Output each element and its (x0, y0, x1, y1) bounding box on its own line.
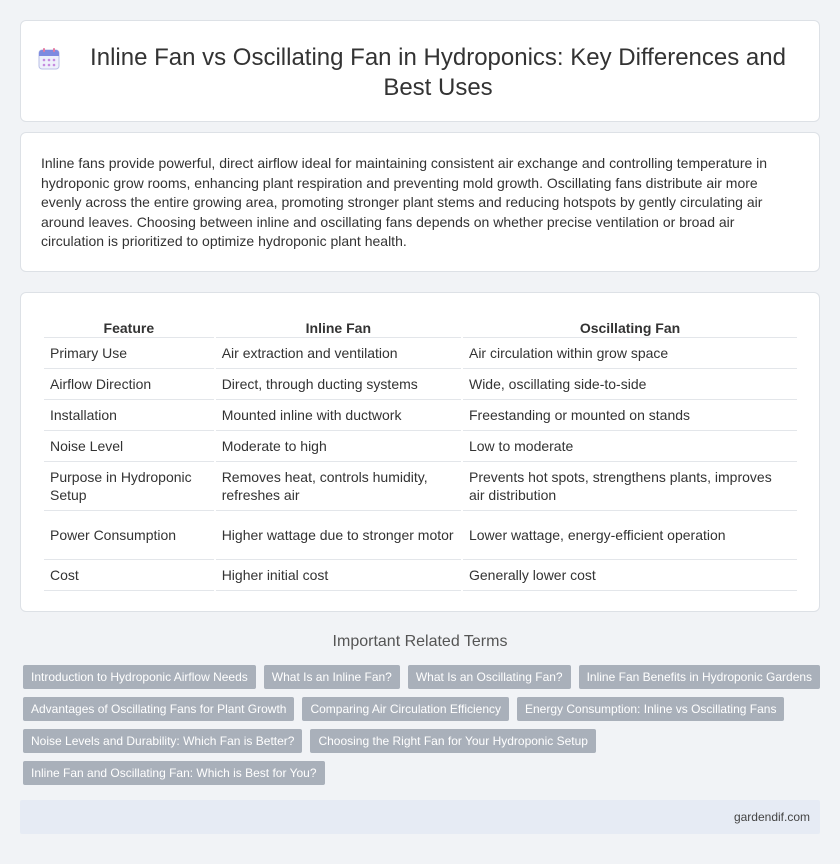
related-terms-title: Important Related Terms (332, 633, 508, 650)
table-row (44, 369, 797, 400)
table-cell: Air extraction and ventilation (216, 338, 461, 369)
related-tag[interactable]: What Is an Oscillating Fan? (408, 665, 571, 689)
related-tag[interactable]: Noise Levels and Durability: Which Fan is Better? (23, 729, 302, 753)
table-cell: Higher wattage due to stronger motor (216, 511, 461, 560)
calendar-icon (37, 47, 61, 71)
table-row (44, 560, 797, 591)
intro-paragraph: Inline fans provide powerful, direct airflow ideal for maintaining consistent air exchange and controlling temperature in hydroponic grow rooms, enhancing plant respiration and preventing mold growth. Oscillating fans distribute air more evenly across the entire growing area, promoting stronger plant stems and reducing hotspots by gently circulating air around leaves. Choosing between inline and oscillating fans depends on whether precise ventilation or broad air circulation is prioritized to optimize hydroponic plant health. (41, 155, 768, 249)
table-cell: Freestanding or mounted on stands (463, 400, 797, 431)
related-terms-tags (23, 665, 823, 793)
comparison-table (42, 316, 799, 591)
table-cell: Generally lower cost (463, 560, 797, 591)
table-header-feature: Feature (44, 316, 214, 338)
tag-row (23, 761, 823, 785)
comparison-table-card (20, 292, 820, 612)
table-cell: Air circulation within grow space (463, 338, 797, 369)
table-cell: Low to moderate (463, 431, 797, 462)
intro-card (20, 132, 820, 272)
page-title: Inline Fan vs Oscillating Fan in Hydroponics: Key Differences and Best Uses (90, 44, 786, 101)
table-cell: Purpose in Hydroponic Setup (44, 462, 214, 511)
tag-row (23, 665, 823, 689)
table-cell: Power Consumption (44, 511, 214, 560)
related-tag[interactable]: Inline Fan Benefits in Hydroponic Gardens (579, 665, 820, 689)
tag-row (23, 697, 823, 721)
table-header-row (44, 316, 797, 338)
related-tag[interactable]: Advantages of Oscillating Fans for Plant Growth (23, 697, 294, 721)
footer (20, 800, 820, 834)
table-cell: Removes heat, controls humidity, refreshes air (216, 462, 461, 511)
table-cell: Moderate to high (216, 431, 461, 462)
related-tag[interactable]: Inline Fan and Oscillating Fan: Which is Best for You? (23, 761, 325, 785)
table-header-oscillating-fan: Oscillating Fan (463, 316, 797, 338)
related-tag[interactable]: Introduction to Hydroponic Airflow Needs (23, 665, 256, 689)
table-row (44, 462, 797, 511)
header-card (20, 20, 820, 122)
table-header-inline-fan: Inline Fan (216, 316, 461, 338)
table-cell: Direct, through ducting systems (216, 369, 461, 400)
table-cell: Higher initial cost (216, 560, 461, 591)
table-row (44, 400, 797, 431)
table-row (44, 338, 797, 369)
related-tag[interactable]: What Is an Inline Fan? (264, 665, 400, 689)
table-cell: Lower wattage, energy-efficient operation (463, 511, 797, 560)
related-tag[interactable]: Comparing Air Circulation Efficiency (302, 697, 509, 721)
table-cell: Noise Level (44, 431, 214, 462)
related-tag[interactable]: Choosing the Right Fan for Your Hydroponic Setup (310, 729, 596, 753)
table-cell: Mounted inline with ductwork (216, 400, 461, 431)
table-row (44, 511, 797, 560)
table-cell: Primary Use (44, 338, 214, 369)
table-cell: Airflow Direction (44, 369, 214, 400)
table-cell: Wide, oscillating side-to-side (463, 369, 797, 400)
table-cell: Installation (44, 400, 214, 431)
footer-site-link[interactable]: gardendif.com (733, 810, 810, 824)
table-cell: Prevents hot spots, strengthens plants, improves air distribution (463, 462, 797, 511)
table-cell: Cost (44, 560, 214, 591)
table-row (44, 431, 797, 462)
related-tag[interactable]: Energy Consumption: Inline vs Oscillating Fans (517, 697, 784, 721)
tag-row (23, 729, 823, 753)
header (61, 43, 799, 103)
